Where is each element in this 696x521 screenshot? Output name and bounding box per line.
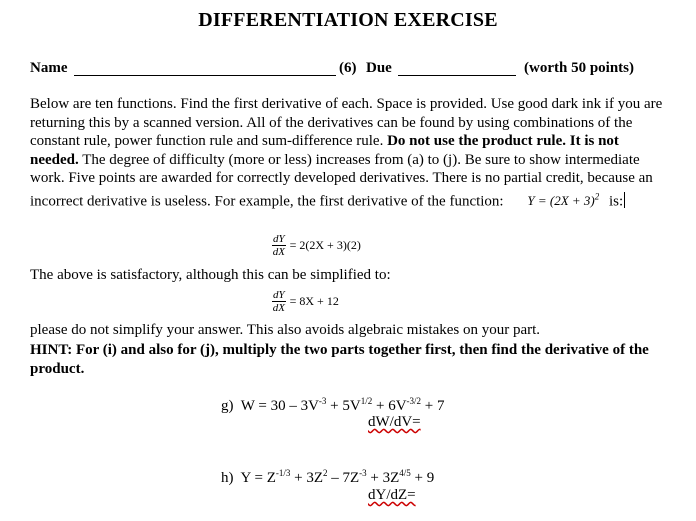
problem-g-label: g) bbox=[221, 398, 234, 414]
instructions-paragraph bbox=[30, 95, 670, 211]
example-function: $Y = (2X + 3)^2$ bbox=[527, 191, 600, 209]
problem-g-equation: $W = 30 - 3V^{-3} + 5V^{1/2} + 6V^{-3/2} + 7$ bbox=[240, 396, 445, 414]
instructions-text-2: The degree of difficulty (more or less) increases from (a) to (j). Be sure to show intermediate work. Five points are awarded for correctly developed derivatives. There is no partial credit, because an incorrect derivative is useless. For example, the first derivative of the function: bbox=[30, 151, 653, 210]
due-blank[interactable] bbox=[398, 60, 516, 76]
is-text: is: bbox=[608, 193, 624, 210]
problem-h bbox=[221, 468, 434, 487]
dy-dx-fraction: $\frac{dY}{dX}$ bbox=[272, 233, 285, 258]
problem-g-answer[interactable]: dW/dV= bbox=[368, 414, 421, 430]
problem-h-equation: $Y = Z^{-1/3} + 3Z^2 - 7Z^{-3} + 3Z^{4/5} + 9$ bbox=[240, 468, 435, 486]
assignment-number: (6) bbox=[339, 60, 357, 76]
instructions-text-1: Below are ten functions. Find the first derivative of each. Space is provided. Use good dark ink if you are returning this by a scanned version. All of the derivatives can be found by using combinations of the constant rule, power function rule and sum-difference rule. bbox=[30, 96, 663, 150]
name-label: Name bbox=[30, 60, 68, 76]
due-label: Due bbox=[366, 60, 392, 76]
instructions-bold: Do not use the product rule. It is not needed. bbox=[30, 133, 619, 168]
example-derivative-rhs: = 2(2X + 3)(2) bbox=[289, 238, 361, 253]
problem-h-label: h) bbox=[221, 470, 234, 486]
worth-label: (worth 50 points) bbox=[524, 60, 635, 76]
example-derivative-1 bbox=[272, 233, 361, 258]
page-title: DIFFERENTIATION EXERCISE bbox=[198, 9, 498, 31]
example-derivative-2 bbox=[272, 289, 339, 314]
text-cursor bbox=[624, 192, 625, 208]
problem-h-answer[interactable]: dY/dZ= bbox=[368, 487, 416, 503]
simplified-derivative-rhs: = 8X + 12 bbox=[289, 294, 339, 309]
dy-dx-fraction: $\frac{dY}{dX}$ bbox=[272, 289, 285, 314]
name-blank[interactable] bbox=[74, 60, 336, 76]
note-text: please do not simplify your answer. This also avoids algebraic mistakes on your part. bbox=[30, 322, 541, 338]
hint-text: HINT: For (i) and also for (j), multiply the two parts together first, then find the derivative of the product. bbox=[30, 342, 649, 377]
simplified-text: The above is satisfactory, although this can be simplified to: bbox=[30, 267, 391, 283]
problem-g bbox=[221, 396, 445, 415]
